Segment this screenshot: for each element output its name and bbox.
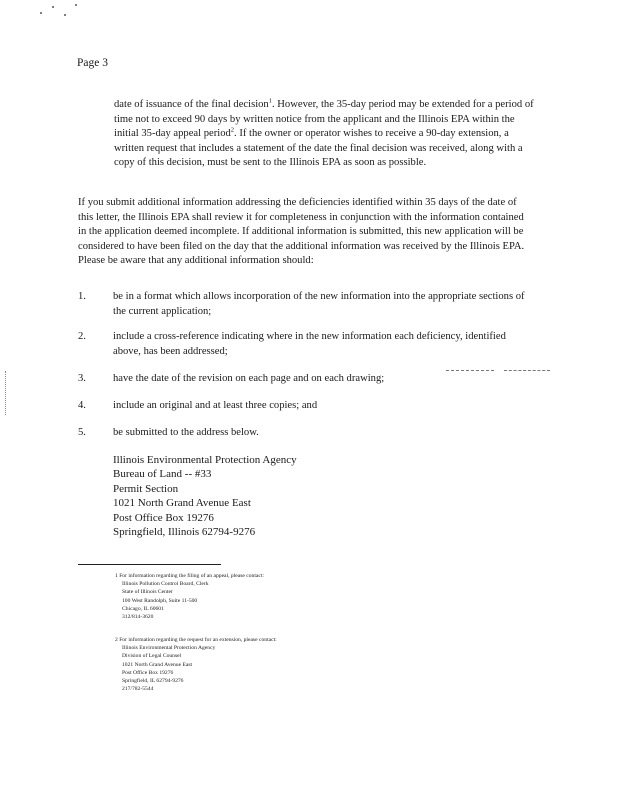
footnote-1 <box>115 572 264 621</box>
appeal-text-part3: . If the owner or operator wishes to receive a 90-day extension, a written request that includes a statement of the date the final decision was received, along with a copy of this decision, must be sent to the Illinois EPA as soon as possible. <box>114 128 523 169</box>
footnote-line: Springfield, IL 62794-9276 <box>122 678 184 685</box>
footnote-line: Illinois Pollution Control Board, Clerk <box>122 581 209 588</box>
scan-dash-mark <box>446 370 494 371</box>
scan-speck <box>64 14 66 16</box>
footnote-line: State of Illinois Center <box>122 589 173 596</box>
address-line: Springfield, Illinois 62794-9276 <box>113 526 256 539</box>
footnote-ref-1: 1 <box>268 97 272 105</box>
scan-speck <box>52 6 54 8</box>
mailing-address <box>113 453 297 539</box>
list-item-text: have the date of the revision on each page and on each drawing; <box>113 373 385 384</box>
footnote-line: Post Office Box 19276 <box>122 669 174 676</box>
list-item-number: 1. <box>78 291 86 302</box>
list-item-text: be submitted to the address below. <box>113 427 259 438</box>
appeal-paragraph <box>114 98 534 171</box>
footnote-2 <box>115 636 277 693</box>
address-line: Bureau of Land -- #33 <box>113 468 212 481</box>
address-line: Illinois Environmental Protection Agency <box>113 454 297 466</box>
address-line: Post Office Box 19276 <box>113 511 214 524</box>
footnote-divider <box>78 564 221 565</box>
scan-speck <box>75 4 77 6</box>
margin-scan-marks <box>5 371 8 415</box>
appeal-text-part2: . However, the 35-day period may be extended for a period of time not to exceed 90 days by written notice from the applicant and the Illinois EPA within the initial 35-day appeal period <box>114 99 534 140</box>
footnote-line: 1021 North Grand Avenue East <box>122 661 193 668</box>
address-line: 1021 North Grand Avenue East <box>113 497 251 510</box>
footnote-line: Illinois Environmental Protection Agency <box>122 645 216 652</box>
footnote-line: 217/782-5544 <box>122 686 154 693</box>
list-item-number: 5. <box>78 427 86 438</box>
footnote-line: Division of Legal Counsel <box>122 653 182 660</box>
list-item-text: be in a format which allows incorporation of the new information into the appropriate sections of the current application; <box>113 291 525 317</box>
scan-speck <box>40 12 42 14</box>
scan-dash-mark <box>504 370 550 371</box>
address-line: Permit Section <box>113 482 179 495</box>
list-item-number: 4. <box>78 400 86 411</box>
footnote-ref-2: 2 <box>230 126 235 134</box>
additional-info-paragraph: If you submit additional information addressing the deficiencies identified within 35 days of the date of this letter, the Illinois EPA shall review it for completeness in conjunction with the information contained in the application deemed incomplete. If additional information is submitted, this new application will be considered to have been filed on the day that the additional information was received by the Illinois EPA. Please be aware that any additional information should: <box>78 197 525 267</box>
list-item-number: 2. <box>78 331 86 342</box>
footnote-line: Chicago, IL 60601 <box>122 605 164 612</box>
list-item-text: include an original and at least three copies; and <box>113 400 318 411</box>
list-item-number: 3. <box>78 373 86 384</box>
list-item-text: include a cross-reference indicating where in the new information each deficiency, identified above, has been addressed; <box>113 331 506 357</box>
footnote-line: 312/814-3620 <box>122 614 154 621</box>
footnote-line: 100 West Randolph, Suite 11-500 <box>122 597 198 604</box>
page-number: Page 3 <box>77 57 108 69</box>
footnote-intro: 1 For information regarding the filing of an appeal, please contact: <box>115 573 264 579</box>
appeal-text-part1: date of issuance of the final decision <box>114 99 269 110</box>
footnote-intro: 2 For information regarding the request for an extension, please contact: <box>115 637 277 643</box>
